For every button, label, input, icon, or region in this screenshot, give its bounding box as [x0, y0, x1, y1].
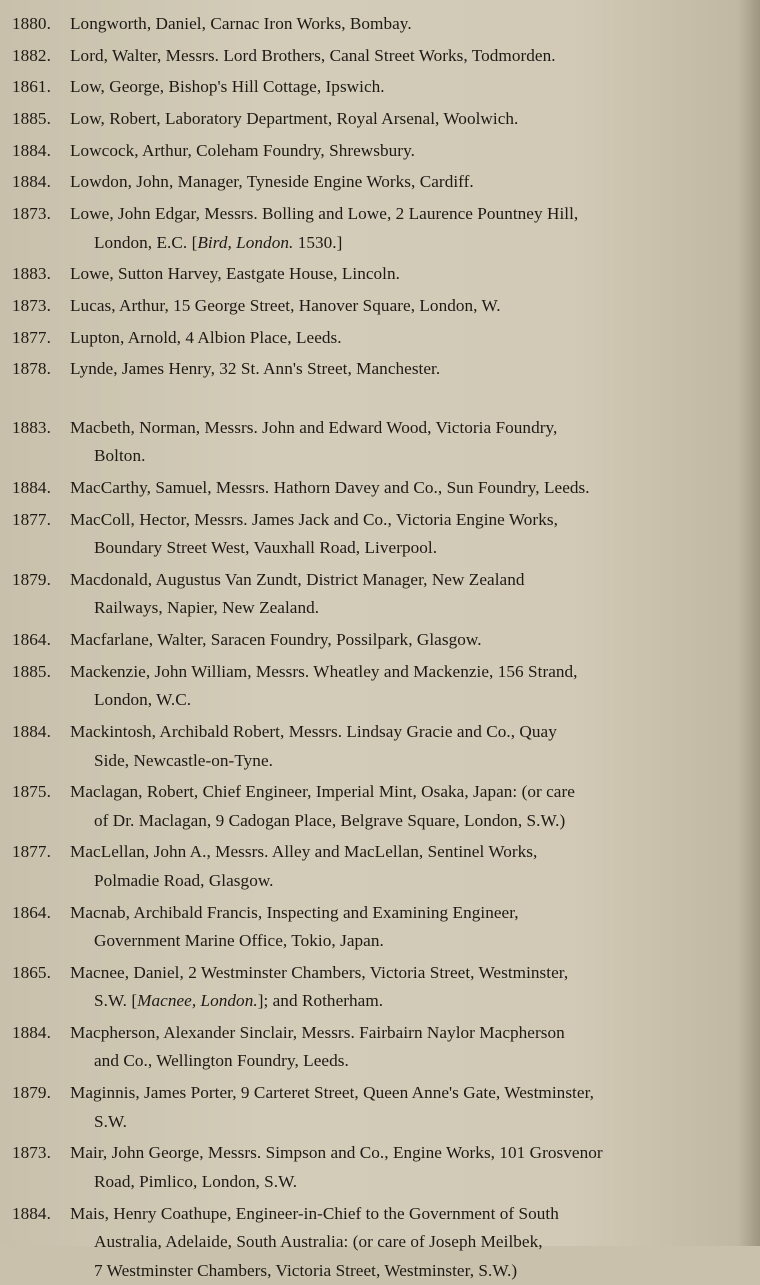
- member-entry: [12, 718, 740, 775]
- page-edge-shadow: [738, 0, 760, 1246]
- election-year: 1864.: [12, 626, 70, 655]
- member-entry: [12, 1139, 740, 1196]
- entry-group: [12, 10, 740, 384]
- entry-continuation-line: Road, Pimlico, London, S.W.: [94, 1168, 740, 1197]
- entry-line: Lowcock, Arthur, Coleham Foundry, Shrewsbury.: [70, 141, 415, 160]
- member-entry: [12, 42, 740, 71]
- member-entry: [12, 137, 740, 166]
- entry-line: Maginnis, James Porter, 9 Carteret Street, Queen Anne's Gate, Westminster,: [70, 1083, 594, 1102]
- entry-text: ]; and Rotherham.: [258, 991, 383, 1010]
- entry-text: 1530.]: [293, 233, 342, 252]
- member-entry: [12, 1079, 740, 1136]
- election-year: 1864.: [12, 899, 70, 928]
- election-year: 1884.: [12, 1200, 70, 1229]
- member-entry: [12, 838, 740, 895]
- entry-line: Lowe, John Edgar, Messrs. Bolling and Lowe, 2 Laurence Pountney Hill,: [70, 204, 578, 223]
- entry-line: Lowdon, John, Manager, Tyneside Engine Works, Cardiff.: [70, 172, 474, 191]
- member-entry: [12, 778, 740, 835]
- entry-line: Longworth, Daniel, Carnac Iron Works, Bombay.: [70, 14, 412, 33]
- member-entry: [12, 324, 740, 353]
- member-entry: [12, 566, 740, 623]
- entry-line: MacLellan, John A., Messrs. Alley and MacLellan, Sentinel Works,: [70, 842, 537, 861]
- entry-line: Mackenzie, John William, Messrs. Wheatley and Mackenzie, 156 Strand,: [70, 662, 578, 681]
- member-entry: [12, 1019, 740, 1076]
- election-year: 1879.: [12, 566, 70, 595]
- member-entry: [12, 626, 740, 655]
- entry-line: Lupton, Arnold, 4 Albion Place, Leeds.: [70, 328, 342, 347]
- election-year: 1883.: [12, 260, 70, 289]
- election-year: 1885.: [12, 658, 70, 687]
- member-entry: [12, 658, 740, 715]
- entry-line: Macpherson, Alexander Sinclair, Messrs. Fairbairn Naylor Macpherson: [70, 1023, 565, 1042]
- entry-line: Mackintosh, Archibald Robert, Messrs. Lindsay Gracie and Co., Quay: [70, 722, 557, 741]
- member-entry: [12, 474, 740, 503]
- entry-continuation-line: 7 Westminster Chambers, Victoria Street, Westminster, S.W.): [94, 1257, 740, 1285]
- entry-continuation-line: [94, 987, 740, 1016]
- entry-continuation-line: Government Marine Office, Tokio, Japan.: [94, 927, 740, 956]
- election-year: 1884.: [12, 474, 70, 503]
- entry-continuation-line: Railways, Napier, New Zealand.: [94, 594, 740, 623]
- member-entry: [12, 355, 740, 384]
- entry-line: Mair, John George, Messrs. Simpson and Co., Engine Works, 101 Grosvenor: [70, 1143, 603, 1162]
- member-entry: [12, 959, 740, 1016]
- entry-line: Lowe, Sutton Harvey, Eastgate House, Lincoln.: [70, 264, 400, 283]
- entry-line: MacColl, Hector, Messrs. James Jack and Co., Victoria Engine Works,: [70, 510, 558, 529]
- entry-line: Low, George, Bishop's Hill Cottage, Ipswich.: [70, 77, 385, 96]
- entry-group: [12, 414, 740, 1285]
- entry-line: Lord, Walter, Messrs. Lord Brothers, Canal Street Works, Todmorden.: [70, 46, 556, 65]
- member-entry: [12, 73, 740, 102]
- election-year: 1873.: [12, 1139, 70, 1168]
- telegraphic-address: Macnee, London.: [137, 991, 258, 1010]
- election-year: 1884.: [12, 718, 70, 747]
- entry-line: Lynde, James Henry, 32 St. Ann's Street, Manchester.: [70, 359, 440, 378]
- election-year: 1884.: [12, 1019, 70, 1048]
- election-year: 1883.: [12, 414, 70, 443]
- member-entry: [12, 506, 740, 563]
- member-entry: [12, 260, 740, 289]
- entry-line: MacCarthy, Samuel, Messrs. Hathorn Davey and Co., Sun Foundry, Leeds.: [70, 478, 590, 497]
- entry-line: Macfarlane, Walter, Saracen Foundry, Possilpark, Glasgow.: [70, 630, 482, 649]
- entry-line: Macdonald, Augustus Van Zundt, District Manager, New Zealand: [70, 570, 525, 589]
- election-year: 1865.: [12, 959, 70, 988]
- entry-text: S.W. [: [94, 991, 137, 1010]
- election-year: 1884.: [12, 137, 70, 166]
- election-year: 1878.: [12, 355, 70, 384]
- election-year: 1880.: [12, 10, 70, 39]
- entry-continuation-line: [94, 229, 740, 258]
- election-year: 1875.: [12, 778, 70, 807]
- member-entry: [12, 1200, 740, 1285]
- entry-line: Macnee, Daniel, 2 Westminster Chambers, Victoria Street, Westminster,: [70, 963, 568, 982]
- entry-line: Maclagan, Robert, Chief Engineer, Imperial Mint, Osaka, Japan: (or care: [70, 782, 575, 801]
- election-year: 1861.: [12, 73, 70, 102]
- member-entry: [12, 200, 740, 257]
- election-year: 1877.: [12, 838, 70, 867]
- election-year: 1873.: [12, 200, 70, 229]
- entry-continuation-line: London, W.C.: [94, 686, 740, 715]
- entry-text: London, E.C. [: [94, 233, 197, 252]
- election-year: 1879.: [12, 1079, 70, 1108]
- member-entry: [12, 292, 740, 321]
- member-list: [12, 10, 740, 1285]
- entry-line: Lucas, Arthur, 15 George Street, Hanover Square, London, W.: [70, 296, 501, 315]
- election-year: 1877.: [12, 324, 70, 353]
- entry-line: Mais, Henry Coathupe, Engineer-in-Chief to the Government of South: [70, 1204, 559, 1223]
- member-entry: [12, 414, 740, 471]
- entry-continuation-line: S.W.: [94, 1108, 740, 1137]
- member-entry: [12, 105, 740, 134]
- entry-continuation-line: Boundary Street West, Vauxhall Road, Liverpool.: [94, 534, 740, 563]
- entry-continuation-line: Polmadie Road, Glasgow.: [94, 867, 740, 896]
- entry-continuation-line: Bolton.: [94, 442, 740, 471]
- entry-line: Macbeth, Norman, Messrs. John and Edward Wood, Victoria Foundry,: [70, 418, 557, 437]
- election-year: 1882.: [12, 42, 70, 71]
- entry-continuation-line: Side, Newcastle-on-Tyne.: [94, 747, 740, 776]
- election-year: 1877.: [12, 506, 70, 535]
- entry-continuation-line: and Co., Wellington Foundry, Leeds.: [94, 1047, 740, 1076]
- member-entry: [12, 10, 740, 39]
- telegraphic-address: Bird, London.: [197, 233, 293, 252]
- entry-line: Macnab, Archibald Francis, Inspecting and Examining Engineer,: [70, 903, 519, 922]
- election-year: 1873.: [12, 292, 70, 321]
- member-entry: [12, 168, 740, 197]
- election-year: 1885.: [12, 105, 70, 134]
- election-year: 1884.: [12, 168, 70, 197]
- entry-continuation-line: of Dr. Maclagan, 9 Cadogan Place, Belgrave Square, London, S.W.): [94, 807, 740, 836]
- member-entry: [12, 899, 740, 956]
- entry-line: Low, Robert, Laboratory Department, Royal Arsenal, Woolwich.: [70, 109, 518, 128]
- entry-continuation-line: Australia, Adelaide, South Australia: (or care of Joseph Meilbek,: [94, 1228, 740, 1257]
